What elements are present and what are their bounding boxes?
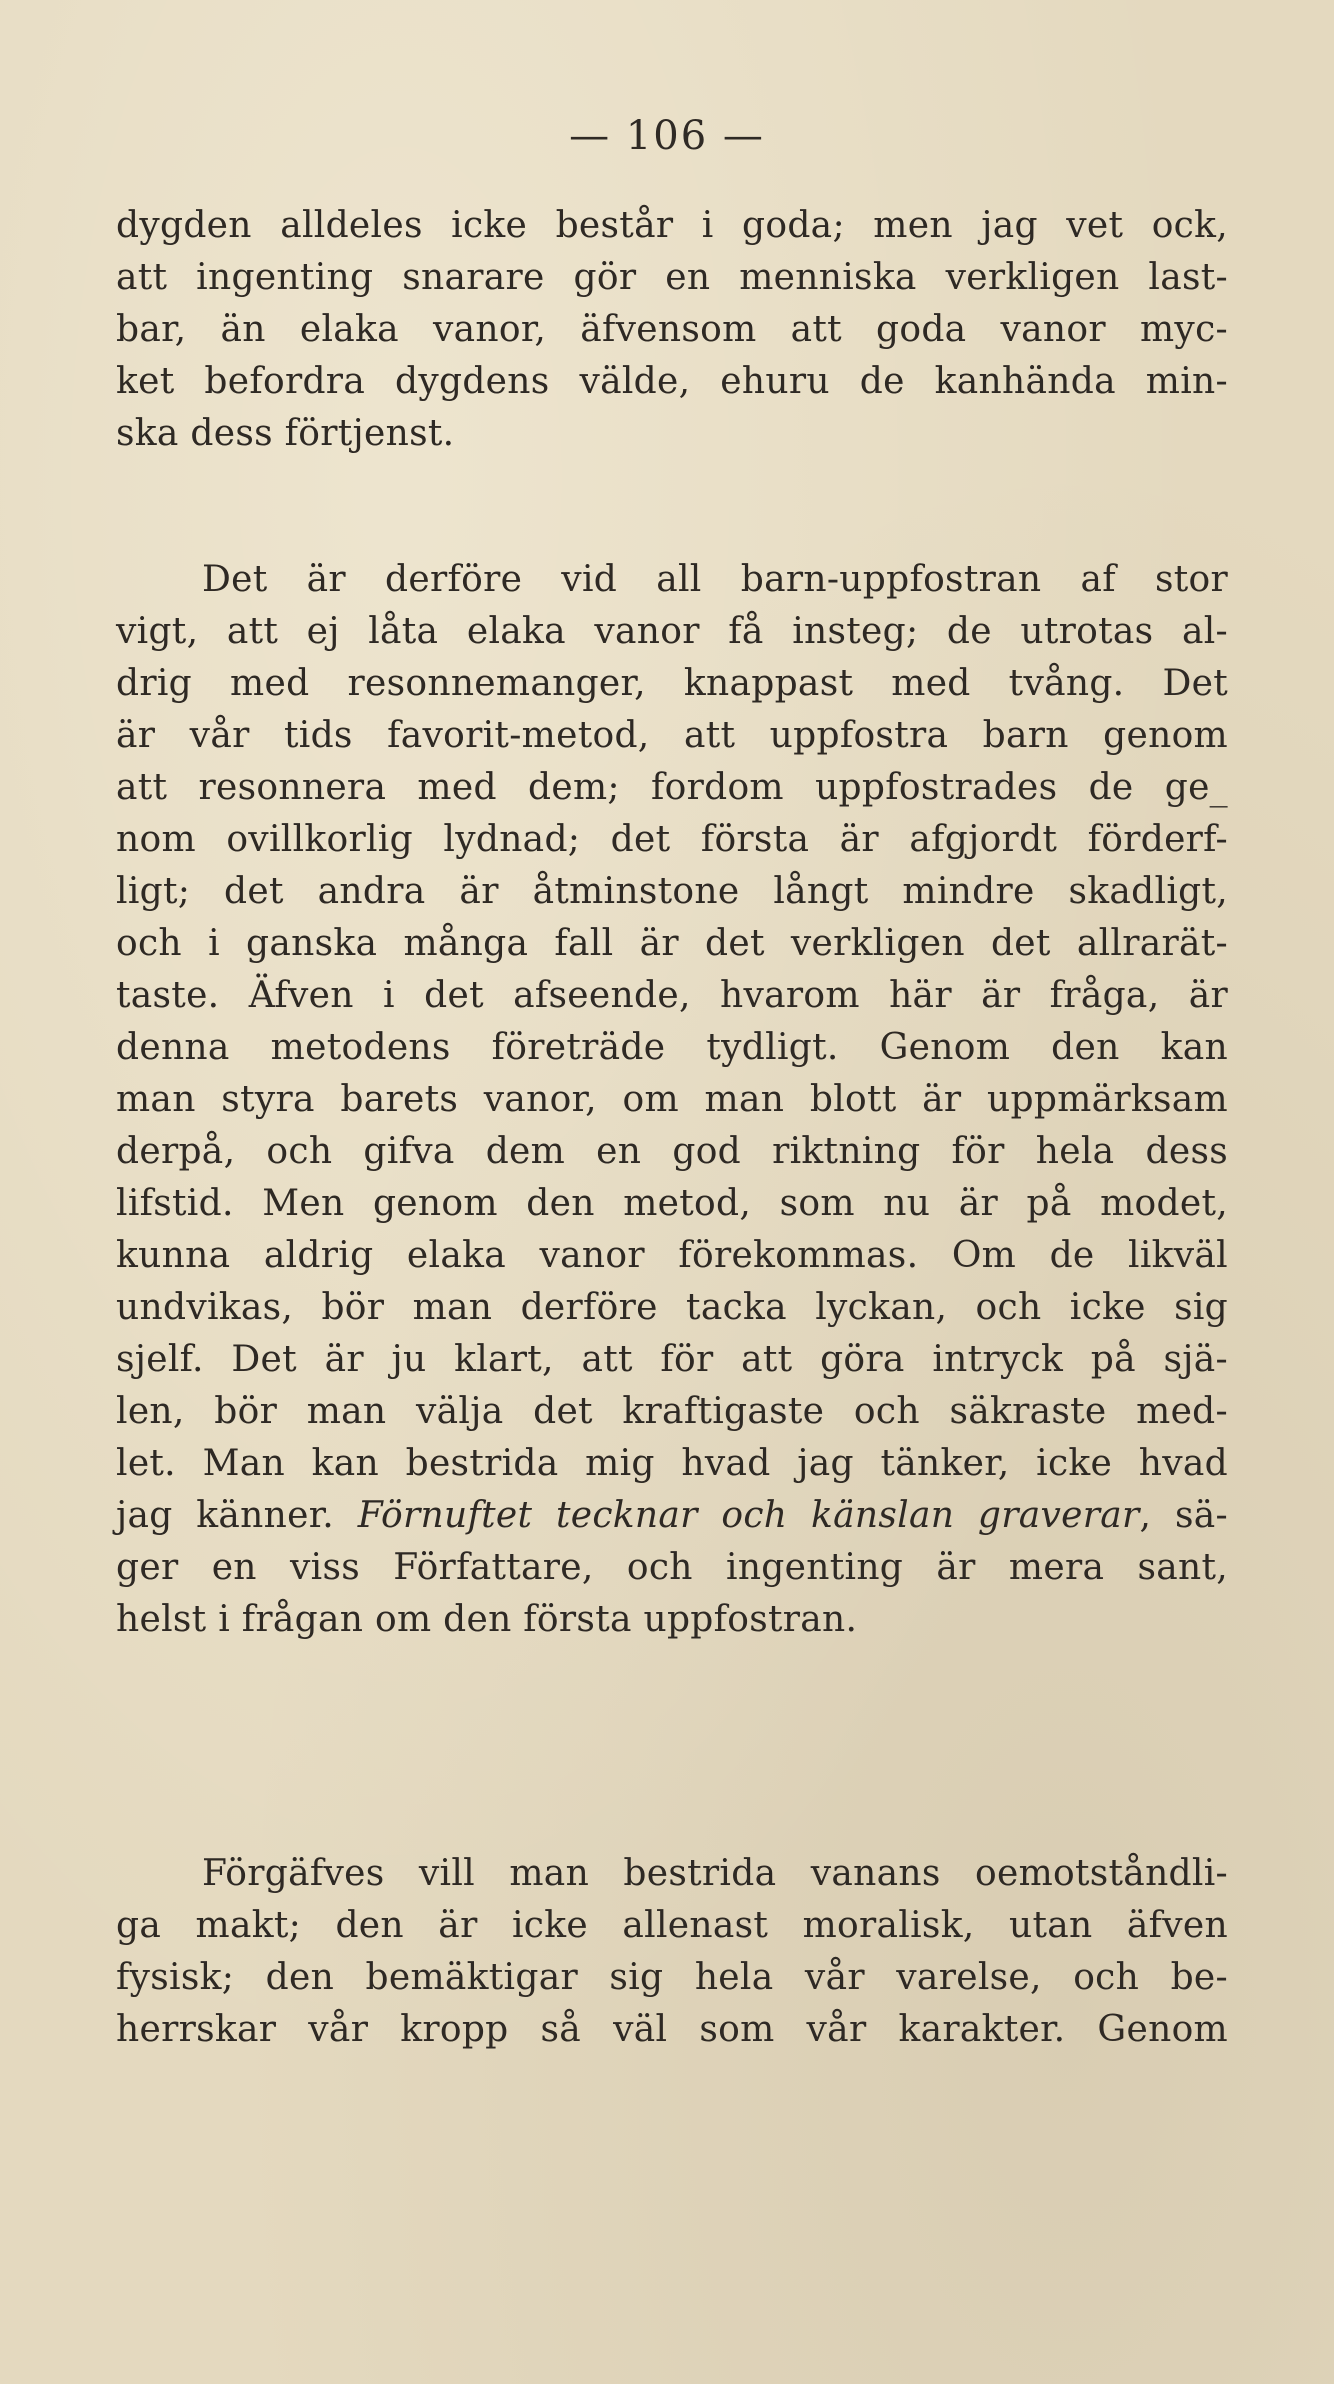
text-line: denna metodens företräde tydligt. Genom den kan [116, 1027, 1228, 1068]
text-line: lifstid. Men genom den metod, som nu är på modet, [116, 1183, 1228, 1224]
text-line: kunna aldrig elaka vanor förekommas. Om de likväl [116, 1235, 1228, 1276]
page-number: — 106 — [569, 113, 765, 159]
text-line: derpå, och gifva dem en god riktning för hela dess [116, 1131, 1228, 1172]
text-line: Förgäfves vill man bestrida vanans oemotståndli- [202, 1853, 1228, 1894]
paragraph-2 [116, 554, 1228, 1646]
line-text: , sä- [1139, 1495, 1228, 1536]
text-line-with-quote [116, 1490, 1228, 1542]
text-line: ska dess förtjenst. [116, 413, 455, 454]
text-line: dygden alldeles icke består i goda; men jag vet ock, [116, 205, 1228, 246]
text-line: ga makt; den är icke allenast moralisk, utan äfven [116, 1905, 1228, 1946]
text-line: len, bör man välja det kraftigaste och säkraste med- [116, 1391, 1228, 1432]
text-line: man styra barets vanor, om man blott är uppmärksam [116, 1079, 1228, 1120]
paragraph-3 [116, 1848, 1228, 2056]
text-line: ket befordra dygdens välde, ehuru de kanhända min- [116, 361, 1228, 402]
paragraph-1 [116, 200, 1228, 460]
text-line: vigt, att ej låta elaka vanor få insteg; de utrotas al- [116, 611, 1228, 652]
text-line: helst i frågan om den första uppfostran. [116, 1599, 858, 1640]
text-line: och i ganska många fall är det verkligen det allrarät- [116, 923, 1228, 964]
text-line: ger en viss Författare, och ingenting är mera sant, [116, 1547, 1228, 1588]
text-line: sjelf. Det är ju klart, att för att göra intryck på sjä- [116, 1339, 1228, 1380]
text-line: är vår tids favorit-metod, att uppfostra barn genom [116, 715, 1228, 756]
text-line: let. Man kan bestrida mig hvad jag tänker, icke hvad [116, 1443, 1228, 1484]
text-line: taste. Äfven i det afseende, hvarom här är fråga, är [116, 975, 1228, 1016]
text-line: undvikas, bör man derföre tacka lyckan, och icke sig [116, 1287, 1228, 1328]
text-line: bar, än elaka vanor, äfvensom att goda vanor myc- [116, 309, 1228, 350]
text-line: fysisk; den bemäktigar sig hela vår varelse, och be- [116, 1957, 1228, 1998]
italic-quote: Förnuftet tecknar och känslan graverar [357, 1495, 1140, 1536]
text-line: drig med resonnemanger, knappast med tvång. Det [116, 663, 1228, 704]
text-line: ligt; det andra är åtminstone långt mindre skadligt, [116, 871, 1228, 912]
text-line: herrskar vår kropp så väl som vår karakter. Genom [116, 2009, 1228, 2050]
text-line: nom ovillkorlig lydnad; det första är afgjordt förderf- [116, 819, 1228, 860]
line-text: jag känner. [116, 1495, 358, 1536]
text-line: att ingenting snarare gör en menniska verkligen last- [116, 257, 1228, 298]
text-line: att resonnera med dem; fordom uppfostrades de ge_ [116, 767, 1228, 808]
text-line: Det är derföre vid all barn-uppfostran af stor [202, 559, 1228, 600]
